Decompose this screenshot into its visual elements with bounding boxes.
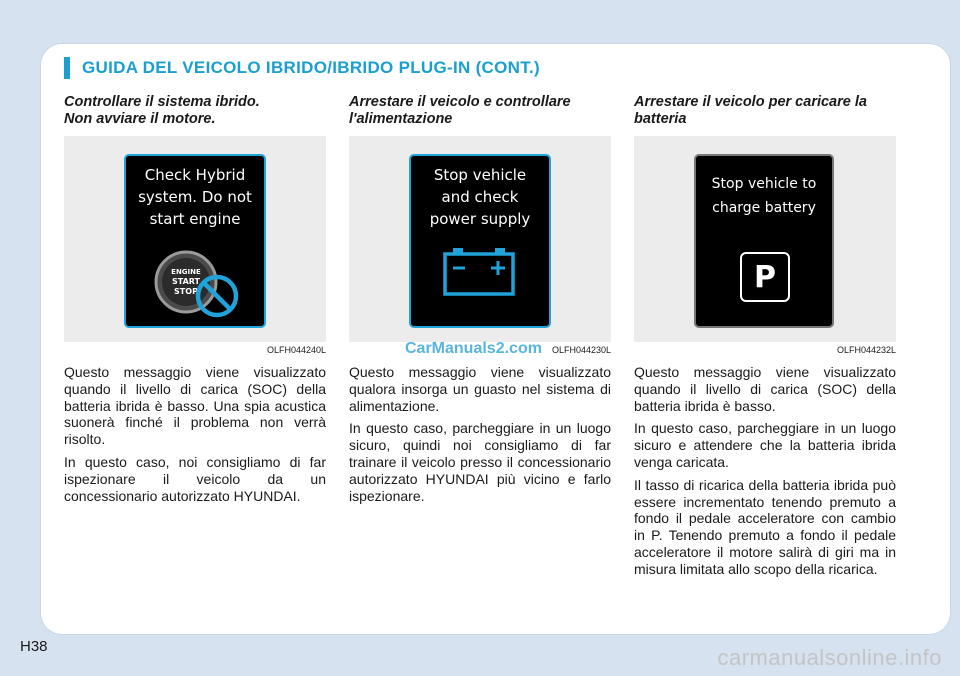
engine-start-button-icon (126, 244, 264, 324)
park-indicator-icon: P (740, 252, 790, 302)
page-number: H38 (20, 638, 48, 655)
body-text (634, 364, 896, 578)
svg-text:ENGINE: ENGINE (171, 268, 201, 276)
section-header (64, 57, 540, 79)
column-charge-battery (634, 94, 896, 584)
svg-text:START: START (171, 277, 201, 286)
paragraph: Questo messaggio viene visualizzato qualora insorga un guasto nel sistema di alimentazione. (349, 364, 611, 414)
body-text (349, 364, 611, 504)
figure-charge-battery (634, 136, 896, 342)
footer-watermark: carmanualsonline.info (717, 645, 942, 670)
column-heading: Controllare il sistema ibrido. Non avviare il motore. (64, 94, 260, 127)
cluster-display (124, 154, 266, 328)
figure-check-hybrid (64, 136, 326, 342)
figure-code: OLFH044240L (266, 345, 326, 355)
header-accent-bar (64, 57, 70, 79)
column-heading: Arrestare il veicolo e controllare l'alimentazione (349, 94, 571, 127)
cluster-display (694, 154, 834, 328)
paragraph: Questo messaggio viene visualizzato quando il livello di carica (SOC) della batteria ibrida è basso. (634, 364, 896, 414)
display-message: Stop vehicle and check power supply (429, 166, 531, 228)
column-power-supply (349, 94, 611, 510)
body-text (64, 364, 326, 504)
svg-text:STOP: STOP (174, 287, 198, 296)
display-message: Check Hybrid system. Do not start engine (138, 166, 252, 228)
display-message: Stop vehicle to charge battery (711, 176, 817, 216)
watermark-link[interactable]: CarManuals2.com (405, 340, 542, 357)
paragraph: In questo caso, parcheggiare in un luogo sicuro, quindi noi consigliamo di far trainare il veicolo presso il concessionario autorizzato HYUNDAI più vicino e farlo ispezionare. (349, 420, 611, 504)
cluster-display (409, 154, 551, 328)
figure-code: OLFH044232L (836, 345, 896, 355)
paragraph: Il tasso di ricarica della batteria ibrida può essere incrementato tenendo premuto a fondo il pedale acceleratore con cambio in P. Tenendo premuto a fondo il pedale acceleratore il motore salirà di giri ma in misura limitata allo scopo della ricarica. (634, 476, 896, 577)
battery-warning-icon (411, 240, 549, 300)
figure-power-supply (349, 136, 611, 342)
figure-code: OLFH044230L (551, 345, 611, 355)
paragraph: In questo caso, noi consigliamo di far ispezionare il veicolo da un concessionario autorizzato HYUNDAI. (64, 453, 326, 504)
section-title: GUIDA DEL VEICOLO IBRIDO/IBRIDO PLUG-IN (CONT.) (82, 58, 540, 77)
paragraph: Questo messaggio viene visualizzato quando il livello di carica (SOC) della batteria ibrida è basso. Una spia acustica suonerà finché il problema non verrà risolto. (64, 364, 326, 448)
paragraph: In questo caso, parcheggiare in un luogo sicuro e attendere che la batteria ibrida venga caricata. (634, 420, 896, 470)
column-check-hybrid (64, 94, 326, 510)
column-heading: Arrestare il veicolo per caricare la batteria (634, 94, 867, 127)
